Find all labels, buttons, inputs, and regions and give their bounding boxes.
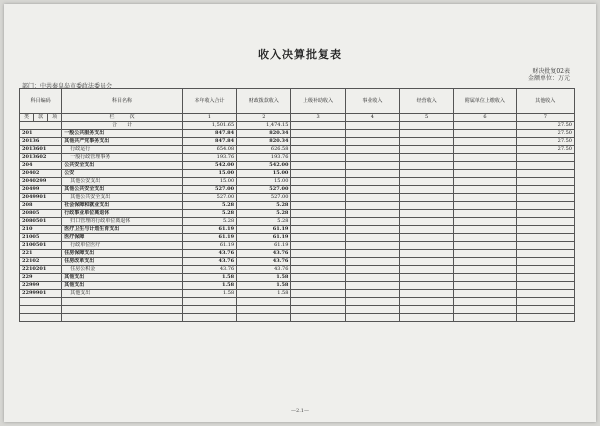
empty-cell [454, 170, 516, 178]
col-number: 4 [345, 114, 399, 122]
empty-cell [399, 226, 453, 234]
empty-cell [345, 130, 399, 138]
table-row [20, 162, 575, 170]
empty-cell [454, 266, 516, 274]
empty-cell [454, 290, 516, 298]
row-total: 527.00 [182, 186, 236, 194]
empty-cell [399, 282, 453, 290]
page-number: —2.1— [291, 408, 309, 414]
empty-cell [345, 146, 399, 154]
col-number-label: 栏 次 [62, 114, 183, 122]
row-fiscal: 527.00 [237, 194, 291, 202]
empty-cell [516, 314, 574, 322]
empty-cell [454, 250, 516, 258]
row-total: 15.00 [182, 170, 236, 178]
empty-cell [291, 170, 345, 178]
total-amount: 1,501.65 [182, 122, 236, 130]
row-name: 住房改革支出 [62, 258, 183, 266]
row-code: 204 [20, 162, 62, 170]
header-operating: 经营收入 [399, 89, 453, 114]
empty-cell [399, 170, 453, 178]
empty-cell [454, 154, 516, 162]
table-row [20, 178, 575, 186]
empty-cell [291, 218, 345, 226]
blank-row [20, 306, 575, 314]
header-name: 科目名称 [62, 89, 183, 114]
row-name: 医疗保障 [62, 234, 183, 242]
row-fiscal: 193.76 [237, 154, 291, 162]
table-row [20, 226, 575, 234]
empty-cell [454, 226, 516, 234]
table-row [20, 170, 575, 178]
row-total: 1.58 [182, 274, 236, 282]
row-other [516, 210, 574, 218]
empty-cell [454, 210, 516, 218]
department-label: 部门：中共秦皇岛市委政法委员会 [22, 83, 113, 90]
row-code: 20136 [20, 138, 62, 146]
row-other: 27.50 [516, 130, 574, 138]
table-row [20, 210, 575, 218]
row-fiscal: 43.76 [237, 258, 291, 266]
empty-cell [291, 162, 345, 170]
row-total: 43.76 [182, 250, 236, 258]
table-row [20, 266, 575, 274]
row-code: 2040299 [20, 178, 62, 186]
empty-cell [345, 258, 399, 266]
row-code: 20805 [20, 210, 62, 218]
empty-cell [291, 274, 345, 282]
empty-cell [345, 282, 399, 290]
row-other [516, 250, 574, 258]
row-code: 2049901 [20, 194, 62, 202]
empty-cell [345, 226, 399, 234]
row-total: 542.00 [182, 162, 236, 170]
empty-cell [291, 186, 345, 194]
row-code: 208 [20, 202, 62, 210]
row-total: 654.08 [182, 146, 236, 154]
row-name: 公安 [62, 170, 183, 178]
row-name: 归口管理的行政单位离退休 [62, 218, 183, 226]
row-other [516, 274, 574, 282]
empty-cell [399, 242, 453, 250]
row-other [516, 170, 574, 178]
empty-cell [62, 298, 183, 306]
row-fiscal: 5.28 [237, 202, 291, 210]
row-fiscal: 820.34 [237, 130, 291, 138]
row-total: 847.84 [182, 138, 236, 146]
income-table [19, 88, 575, 322]
table-row [20, 186, 575, 194]
empty-cell [182, 298, 236, 306]
empty-cell [291, 250, 345, 258]
row-name: 其他支出 [62, 290, 183, 298]
row-total: 1.58 [182, 282, 236, 290]
header-business: 事业收入 [345, 89, 399, 114]
row-name: 其他共产党事务支出 [62, 138, 183, 146]
row-total: 5.28 [182, 210, 236, 218]
header-other: 其他收入 [516, 89, 574, 114]
header-code: 科目编码 [20, 89, 62, 114]
empty-cell [399, 274, 453, 282]
empty-cell [454, 234, 516, 242]
row-code: 2299901 [20, 290, 62, 298]
table-row [20, 242, 575, 250]
row-name: 公共安全支出 [62, 162, 183, 170]
empty-cell [345, 234, 399, 242]
col-number: 2 [237, 114, 291, 122]
empty-cell [345, 274, 399, 282]
empty-cell [291, 146, 345, 154]
empty-cell [399, 162, 453, 170]
row-code: 2013602 [20, 154, 62, 162]
empty-cell [20, 314, 62, 322]
row-other [516, 234, 574, 242]
row-total: 5.28 [182, 202, 236, 210]
empty-cell [345, 186, 399, 194]
table-row [20, 282, 575, 290]
table-row [20, 138, 575, 146]
empty-cell [454, 314, 516, 322]
empty-cell [345, 202, 399, 210]
row-name: 行政事业单位离退休 [62, 210, 183, 218]
row-total: 847.84 [182, 130, 236, 138]
empty-cell [399, 290, 453, 298]
row-total: 1.58 [182, 290, 236, 298]
empty-cell [291, 282, 345, 290]
empty-cell [182, 314, 236, 322]
empty-cell [399, 130, 453, 138]
row-other: 27.50 [516, 146, 574, 154]
empty-cell [399, 194, 453, 202]
empty-cell [516, 298, 574, 306]
row-fiscal: 43.76 [237, 250, 291, 258]
empty-cell [399, 210, 453, 218]
table-row [20, 130, 575, 138]
empty-cell [345, 298, 399, 306]
empty-cell [399, 250, 453, 258]
unit-label: 金额单位：万元 [527, 75, 570, 82]
row-name: 一般公共服务支出 [62, 130, 183, 138]
empty-cell [291, 258, 345, 266]
empty-cell [291, 242, 345, 250]
empty-cell [399, 298, 453, 306]
empty-cell [345, 162, 399, 170]
empty-cell [399, 258, 453, 266]
row-code: 2100501 [20, 242, 62, 250]
table-row [20, 146, 575, 154]
empty-cell [399, 178, 453, 186]
row-name: 其他支出 [62, 282, 183, 290]
row-fiscal: 61.19 [237, 242, 291, 250]
empty-cell [345, 170, 399, 178]
empty-cell [454, 274, 516, 282]
column-number-row [20, 114, 575, 122]
row-other [516, 154, 574, 162]
empty-cell [345, 242, 399, 250]
sub-header-section: 款 [34, 114, 48, 122]
row-other [516, 202, 574, 210]
empty-cell [454, 178, 516, 186]
empty-cell [454, 146, 516, 154]
empty-cell [291, 306, 345, 314]
empty-cell [237, 306, 291, 314]
row-code: 2210201 [20, 266, 62, 274]
empty-cell [345, 218, 399, 226]
empty-cell [454, 194, 516, 202]
empty-cell [399, 146, 453, 154]
empty-cell [399, 202, 453, 210]
row-other [516, 290, 574, 298]
row-total: 61.19 [182, 226, 236, 234]
empty-cell [291, 154, 345, 162]
row-other [516, 266, 574, 274]
row-other: 27.50 [516, 138, 574, 146]
total-fiscal: 1,474.15 [237, 122, 291, 130]
empty-cell [291, 226, 345, 234]
empty-cell [454, 282, 516, 290]
table-row [20, 218, 575, 226]
empty-cell [454, 162, 516, 170]
empty-cell [345, 266, 399, 274]
sub-header-class: 类 [20, 114, 34, 122]
empty-cell [20, 306, 62, 314]
empty-cell [237, 298, 291, 306]
empty-cell [345, 154, 399, 162]
empty-cell [454, 202, 516, 210]
header-superior: 上级补助收入 [291, 89, 345, 114]
row-code: 201 [20, 130, 62, 138]
form-code: 财决批复02表 [532, 68, 570, 75]
row-code: 210 [20, 226, 62, 234]
row-name: 行政单位医疗 [62, 242, 183, 250]
row-name: 行政运行 [62, 146, 183, 154]
row-other [516, 242, 574, 250]
table-row [20, 154, 575, 162]
row-total: 61.19 [182, 242, 236, 250]
row-fiscal: 5.28 [237, 218, 291, 226]
empty-cell [454, 242, 516, 250]
empty-cell [291, 138, 345, 146]
empty-cell [62, 314, 183, 322]
table-row [20, 234, 575, 242]
empty-cell [345, 290, 399, 298]
row-total: 527.00 [182, 194, 236, 202]
row-other [516, 178, 574, 186]
sub-header-item: 项 [48, 114, 62, 122]
row-other [516, 282, 574, 290]
col-number: 3 [291, 114, 345, 122]
empty-cell [291, 178, 345, 186]
empty-cell [454, 138, 516, 146]
row-fiscal: 527.00 [237, 186, 291, 194]
empty-cell [291, 266, 345, 274]
blank-row [20, 314, 575, 322]
row-fiscal: 61.19 [237, 226, 291, 234]
empty-cell [345, 306, 399, 314]
total-other: 27.50 [516, 122, 574, 130]
empty-cell [454, 130, 516, 138]
empty-cell [399, 154, 453, 162]
row-fiscal: 542.00 [237, 162, 291, 170]
row-total: 15.00 [182, 178, 236, 186]
row-fiscal: 1.58 [237, 290, 291, 298]
empty-cell [237, 314, 291, 322]
row-fiscal: 15.00 [237, 178, 291, 186]
table-row [20, 202, 575, 210]
row-total: 43.76 [182, 266, 236, 274]
table-row [20, 194, 575, 202]
table-row [20, 258, 575, 266]
empty-cell [399, 186, 453, 194]
col-number: 1 [182, 114, 236, 122]
row-name: 其他支出 [62, 274, 183, 282]
empty-cell [291, 130, 345, 138]
empty-cell [399, 234, 453, 242]
row-code: 21005 [20, 234, 62, 242]
empty-cell [399, 314, 453, 322]
row-name: 住房保障支出 [62, 250, 183, 258]
row-code: 20402 [20, 170, 62, 178]
empty-cell [399, 266, 453, 274]
empty-cell [399, 218, 453, 226]
header-fiscal: 财政拨款收入 [237, 89, 291, 114]
row-code: 22102 [20, 258, 62, 266]
empty-cell [291, 202, 345, 210]
empty-cell [345, 138, 399, 146]
empty-cell [20, 298, 62, 306]
table-row [20, 290, 575, 298]
empty-cell [454, 298, 516, 306]
empty-cell [182, 306, 236, 314]
empty-cell [399, 306, 453, 314]
header-row [20, 89, 575, 114]
row-name: 其他公安支出 [62, 178, 183, 186]
empty-cell [454, 306, 516, 314]
row-other [516, 226, 574, 234]
empty-cell [345, 250, 399, 258]
row-code: 20499 [20, 186, 62, 194]
row-other [516, 186, 574, 194]
row-name: 一般行政管理事务 [62, 154, 183, 162]
row-fiscal: 820.34 [237, 138, 291, 146]
document-title: 收入决算批复表 [258, 48, 342, 61]
row-code: 22999 [20, 282, 62, 290]
table-row [20, 250, 575, 258]
empty-cell [345, 210, 399, 218]
row-fiscal: 61.19 [237, 234, 291, 242]
row-name: 住房公积金 [62, 266, 183, 274]
header-affiliated: 附属单位上缴收入 [454, 89, 516, 114]
row-name: 医疗卫生与计划生育支出 [62, 226, 183, 234]
empty-cell [454, 186, 516, 194]
empty-cell [291, 290, 345, 298]
empty-cell [291, 194, 345, 202]
row-code: 2080501 [20, 218, 62, 226]
row-fiscal: 1.58 [237, 282, 291, 290]
blank-row [20, 298, 575, 306]
empty-cell [291, 298, 345, 306]
row-code: 2013601 [20, 146, 62, 154]
row-total: 193.76 [182, 154, 236, 162]
row-code: 221 [20, 250, 62, 258]
empty-cell [399, 138, 453, 146]
row-name: 社会保障和就业支出 [62, 202, 183, 210]
total-row [20, 122, 575, 130]
empty-cell [454, 258, 516, 266]
row-other [516, 194, 574, 202]
row-other [516, 258, 574, 266]
row-total: 61.19 [182, 234, 236, 242]
row-code: 229 [20, 274, 62, 282]
empty-cell [291, 314, 345, 322]
total-label: 合 计 [62, 122, 183, 130]
row-fiscal: 626.58 [237, 146, 291, 154]
empty-cell [345, 194, 399, 202]
row-total: 5.28 [182, 218, 236, 226]
row-name: 其他公共安全支出 [62, 194, 183, 202]
row-fiscal: 5.28 [237, 210, 291, 218]
empty-cell [345, 314, 399, 322]
empty-cell [345, 178, 399, 186]
table-row [20, 274, 575, 282]
row-other [516, 162, 574, 170]
empty-cell [62, 306, 183, 314]
col-number: 5 [399, 114, 453, 122]
header-total: 本年收入合计 [182, 89, 236, 114]
col-number: 6 [454, 114, 516, 122]
empty-cell [454, 218, 516, 226]
row-total: 43.76 [182, 258, 236, 266]
col-number: 7 [516, 114, 574, 122]
row-fiscal: 1.58 [237, 274, 291, 282]
row-fiscal: 15.00 [237, 170, 291, 178]
empty-cell [291, 210, 345, 218]
row-fiscal: 43.76 [237, 266, 291, 274]
empty-cell [291, 234, 345, 242]
row-other [516, 218, 574, 226]
row-name: 其他公共安全支出 [62, 186, 183, 194]
empty-cell [516, 306, 574, 314]
